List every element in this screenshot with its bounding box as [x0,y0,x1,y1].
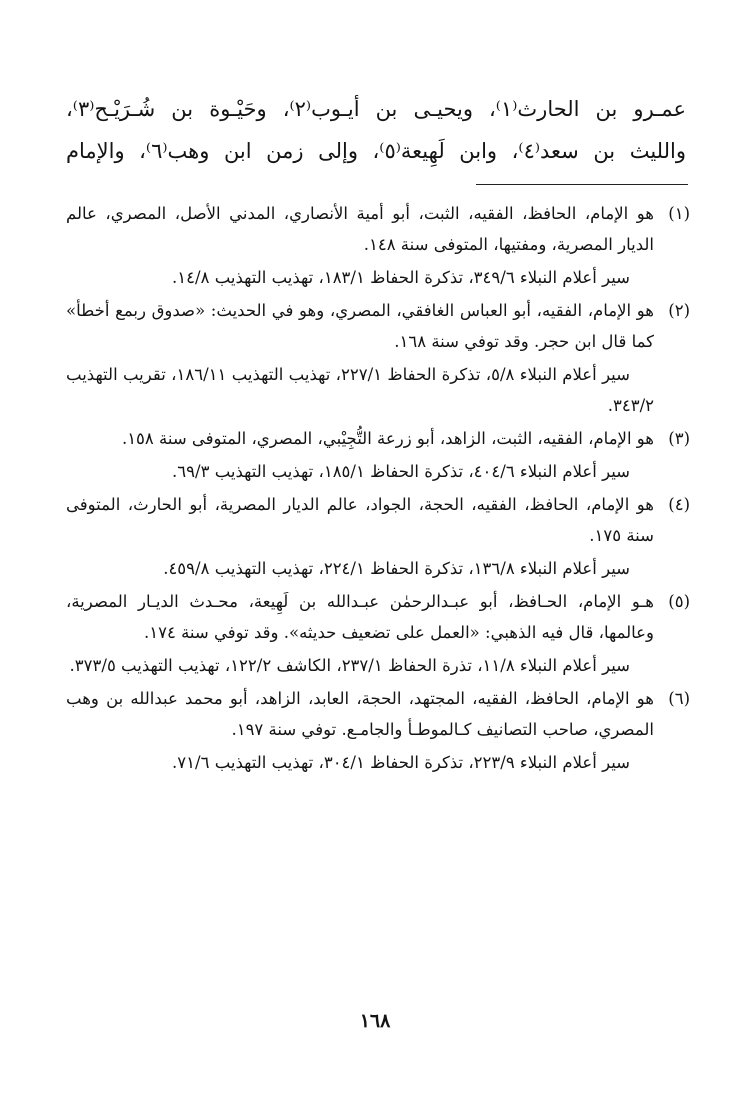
footnote-body: هو الإمام، الحافظ، الفقيه، الحجة، الجواد، عالم الديار المصرية، أبو الحارث، المتوفى سنة ١٧٥. [66,495,654,545]
footnote-body: هو الإمام، الحافظ، الفقيه، المجتهد، الحجة، العابد، الزاهد، أبو محمد عبدالله بن وهب المصري، صاحب التصانيف كـالموطـأ والجامـع. توفي سنة ١٩٧. [66,689,654,739]
footnote-6 [66,683,690,778]
footnote-references: سير أعلام النبلاء ٢٢٣/٩، تذكرة الحفاظ ٣٠٤/١، تهذيب التهذيب ٧١/٦. [172,753,630,772]
footnote-number: (١) [668,204,690,223]
footnote-references: سير أعلام النبلاء ١٣٦/٨، تذكرة الحفاظ ٢٢٤/١، تهذيب التهذيب ٤٥٩/٨. [163,559,630,578]
main-text [66,88,686,172]
footnote-references: سير أعلام النبلاء ٣٤٩/٦، تذكرة الحفاظ ١٨٣/١، تهذيب التهذيب ١٤/٨. [172,268,630,287]
footnote-body: هو الإمام، الحافظ، الفقيه، الثبت، أبو أمية الأنصاري، المدني الأصل، المصري، عالم الديار المصرية، ومفتيها، المتوفى سنة ١٤٨. [66,204,654,254]
footnote-3 [66,423,690,487]
footnote-references: سير أعلام النبلاء ٤٠٤/٦، تذكرة الحفاظ ١٨٥/١، تهذيب التهذيب ٦٩/٣. [172,462,630,481]
footnote-body: هـو الإمام، الحـافظ، أبو عبـدالرحمٰن عبـدالله بن لَهِيعة، محـدث الديـار المصرية، وعالمها، قال فيه الذهبي: «العمل على تضعيف حديثه». وقد توفي سنة ١٧٤. [66,592,654,642]
footnote-number: (٦) [668,689,690,708]
main-text-line: عمـرو بن الحارث⁽١⁾، ويحيـى بن أيـوب⁽٢⁾، وحَيْـوة بن شُـرَيْـح⁽٣⁾، [66,97,686,121]
footnote-1 [66,198,690,293]
footnote-4 [66,489,690,584]
footnote-body: هو الإمام، الفقيه، أبو العباس الغافقي، المصري، وهو في الحديث: «صدوق ربمع أخطأ» كما قال ابن حجر. وقد توفي سنة ١٦٨. [66,301,654,351]
footnote-separator [476,184,688,185]
footnote-number: (٤) [668,495,690,514]
footnote-2 [66,295,690,421]
footnote-5 [66,586,690,681]
footnote-number: (٥) [668,592,690,611]
footnotes [66,198,690,778]
main-text-line: والليث بن سعد⁽٤⁾، وابن لَهِيعة⁽٥⁾، وإلى زمن ابن وهب⁽٦⁾، والإمام [66,139,686,163]
page-number: ١٦٨ [359,1010,391,1032]
footnote-number: (٣) [668,429,690,448]
footnote-references: سير أعلام النبلاء ٥/٨، تذكرة الحفاظ ٢٢٧/١، تهذيب التهذيب ١٨٦/١١، تقريب التهذيب ٣٤٣/٢. [66,365,654,415]
footnote-number: (٢) [668,301,690,320]
footnote-body: هو الإمام، الفقيه، الثبت، الزاهد، أبو زرعة التُّجِيْبي، المصري، المتوفى سنة ١٥٨. [121,429,654,448]
footnote-references: سير أعلام النبلاء ١١/٨، تذرة الحفاظ ٢٣٧/١، الكاشف ١٢٢/٢، تهذيب التهذيب ٣٧٣/٥. [69,656,630,675]
